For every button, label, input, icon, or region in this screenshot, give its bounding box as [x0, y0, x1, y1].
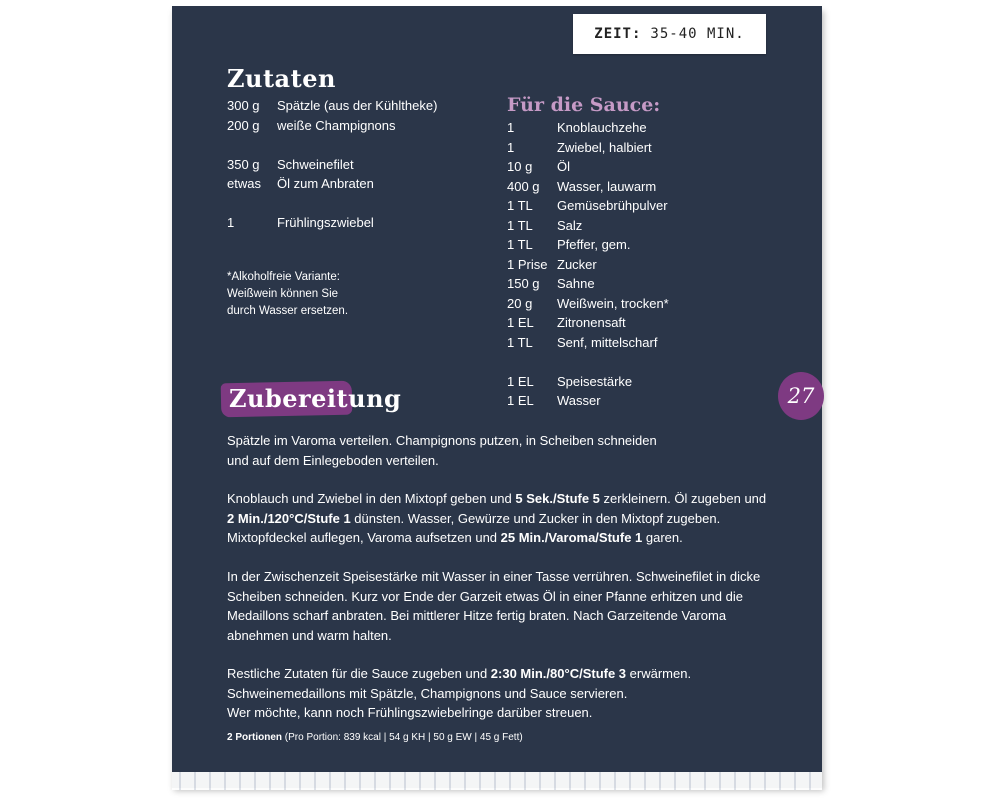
- list-spacer: [227, 194, 437, 214]
- sauce-name: Gemüsebrühpulver: [557, 198, 668, 214]
- step-text: Mixtopfdeckel auflegen, Varoma aufsetzen und: [227, 530, 501, 545]
- list-item: [507, 235, 669, 255]
- list-spacer: [507, 352, 669, 372]
- time-label: ZEIT:: [594, 26, 642, 42]
- list-item: [227, 155, 437, 175]
- preparation-step-3: [227, 567, 767, 645]
- step-line: In der Zwischenzeit Speisestärke mit Wasser in einer Tasse verrühren. Schweinefilet in dicke: [227, 569, 761, 584]
- ingredient-name: Frühlingszwiebel: [277, 215, 374, 231]
- ingredient-qty: 200 g: [227, 117, 260, 133]
- step-text: dünsten. Wasser, Gewürze und Zucker in den Mixtopf zugeben.: [350, 510, 721, 526]
- sauce-name: Salz: [557, 217, 583, 233]
- sauce-qty: 150 g: [507, 276, 540, 292]
- step-text: erwärmen.: [626, 666, 692, 681]
- ingredients-list: [227, 96, 437, 233]
- page-number-badge: [778, 372, 824, 420]
- sauce-qty: 1 TL: [507, 237, 533, 253]
- ingredient-name: Schweinefilet: [277, 156, 354, 172]
- page-number: 27: [787, 384, 815, 408]
- ingredient-name: Öl zum Anbraten: [277, 176, 374, 192]
- list-item: [507, 138, 669, 158]
- step-line: [227, 528, 767, 548]
- step-setting: 5 Sek./Stufe 5: [515, 491, 600, 506]
- ingredient-qty: 350 g: [227, 156, 260, 172]
- sauce-name: Zwiebel, halbiert: [557, 139, 652, 155]
- step-setting: 2:30 Min./80°C/Stufe 3: [490, 666, 627, 681]
- step-line: Scheiben schneiden. Kurz vor Ende der Garzeit etwas Öl in einer Pfanne erhitzen und die: [227, 588, 743, 604]
- sauce-name: Knoblauchzehe: [557, 120, 647, 136]
- time-box: [573, 14, 766, 54]
- sauce-qty: 1 EL: [507, 315, 534, 331]
- step-line: abnehmen und warm halten.: [227, 627, 392, 643]
- sauce-qty: 1 EL: [507, 393, 534, 409]
- list-item: [227, 213, 437, 233]
- preparation-step-1: [227, 431, 767, 470]
- ingredients-title: Zutaten: [227, 64, 336, 93]
- portion-label: 2 Portionen: [227, 732, 283, 743]
- step-line: [227, 664, 767, 684]
- sauce-qty: 10 g: [507, 159, 533, 175]
- sauce-name: Öl: [557, 159, 570, 175]
- sauce-qty: 20 g: [507, 295, 533, 311]
- step-line: Schweinemedaillons mit Spätzle, Champignons und Sauce servieren.: [227, 685, 628, 701]
- ingredient-qty: 1: [227, 215, 235, 231]
- sauce-qty: 1: [507, 120, 515, 136]
- list-item: [227, 116, 437, 136]
- page-top-edge: [172, 0, 822, 10]
- list-item: [507, 274, 669, 294]
- list-item: [507, 294, 669, 314]
- ingredient-name: weiße Champignons: [277, 117, 396, 133]
- list-item: [507, 255, 669, 275]
- step-line: [227, 489, 767, 509]
- list-item: [507, 216, 669, 236]
- list-item: [507, 372, 669, 392]
- sauce-name: Pfeffer, gem.: [557, 237, 631, 253]
- step-text: Knoblauch und Zwiebel in den Mixtopf geben und: [227, 491, 516, 506]
- sauce-name: Wasser: [557, 393, 601, 409]
- preparation-step-4: [227, 664, 767, 723]
- list-item: [507, 177, 669, 197]
- step-line: Spätzle im Varoma verteilen. Champignons putzen, in Scheiben schneiden: [227, 433, 657, 448]
- page-bottom-edge: [172, 772, 822, 790]
- step-text: Restliche Zutaten für die Sauce zugeben und: [227, 666, 491, 681]
- step-setting: 2 Min./120°C/Stufe 1: [227, 510, 351, 526]
- sauce-qty: 1 EL: [507, 373, 534, 389]
- sauce-name: Weißwein, trocken*: [557, 295, 669, 311]
- list-item: [507, 313, 669, 333]
- ingredient-qty: 300 g: [227, 98, 260, 114]
- step-line: [227, 509, 767, 529]
- sauce-qty: 400 g: [507, 178, 540, 194]
- step-text: zerkleinern. Öl zugeben und: [599, 491, 767, 506]
- step-line: und auf dem Einlegeboden verteilen.: [227, 452, 439, 468]
- preparation-step-2: [227, 489, 767, 548]
- sauce-qty: 1 TL: [507, 198, 533, 214]
- list-item: [507, 118, 669, 138]
- step-line: Wer möchte, kann noch Frühlingszwiebelringe darüber streuen.: [227, 705, 593, 720]
- time-value: 35-40 MIN.: [650, 26, 745, 42]
- list-item: [227, 174, 437, 194]
- alcohol-free-note: [227, 269, 417, 320]
- preparation-title: Zubereitung: [229, 384, 402, 413]
- list-item: [507, 333, 669, 353]
- ingredient-qty: etwas: [227, 176, 261, 192]
- note-line: *Alkoholfreie Variante:: [227, 271, 340, 283]
- list-item: [507, 157, 669, 177]
- portion-info: [227, 732, 523, 743]
- note-line: Weißwein können Sie: [227, 288, 339, 300]
- sauce-title: Für die Sauce:: [507, 94, 661, 116]
- sauce-qty: 1 TL: [507, 334, 533, 350]
- portion-details: (Pro Portion: 839 kcal | 54 g KH | 50 g EW | 45 g Fett): [282, 732, 523, 743]
- note-line: durch Wasser ersetzen.: [227, 305, 349, 317]
- sauce-name: Zitronensaft: [557, 315, 626, 331]
- sauce-name: Wasser, lauwarm: [557, 178, 657, 194]
- sauce-qty: 1 Prise: [507, 256, 548, 272]
- sauce-name: Speisestärke: [557, 373, 633, 389]
- sauce-qty: 1: [507, 139, 515, 155]
- sauce-name: Zucker: [557, 256, 597, 272]
- list-item: [507, 196, 669, 216]
- sauce-name: Sahne: [557, 276, 595, 292]
- step-text: garen.: [642, 530, 683, 545]
- sauce-qty: 1 TL: [507, 217, 533, 233]
- sauce-name: Senf, mittelscharf: [557, 334, 658, 350]
- list-item: [507, 391, 669, 411]
- list-spacer: [227, 135, 437, 155]
- list-item: [227, 96, 437, 116]
- step-setting: 25 Min./Varoma/Stufe 1: [500, 530, 643, 545]
- ingredient-name: Spätzle (aus der Kühltheke): [277, 98, 438, 114]
- sauce-list: [507, 118, 669, 411]
- step-line: Medaillons scharf anbraten. Bei mittlerer Hitze fertig braten. Nach Garzeitende Varoma: [227, 608, 727, 623]
